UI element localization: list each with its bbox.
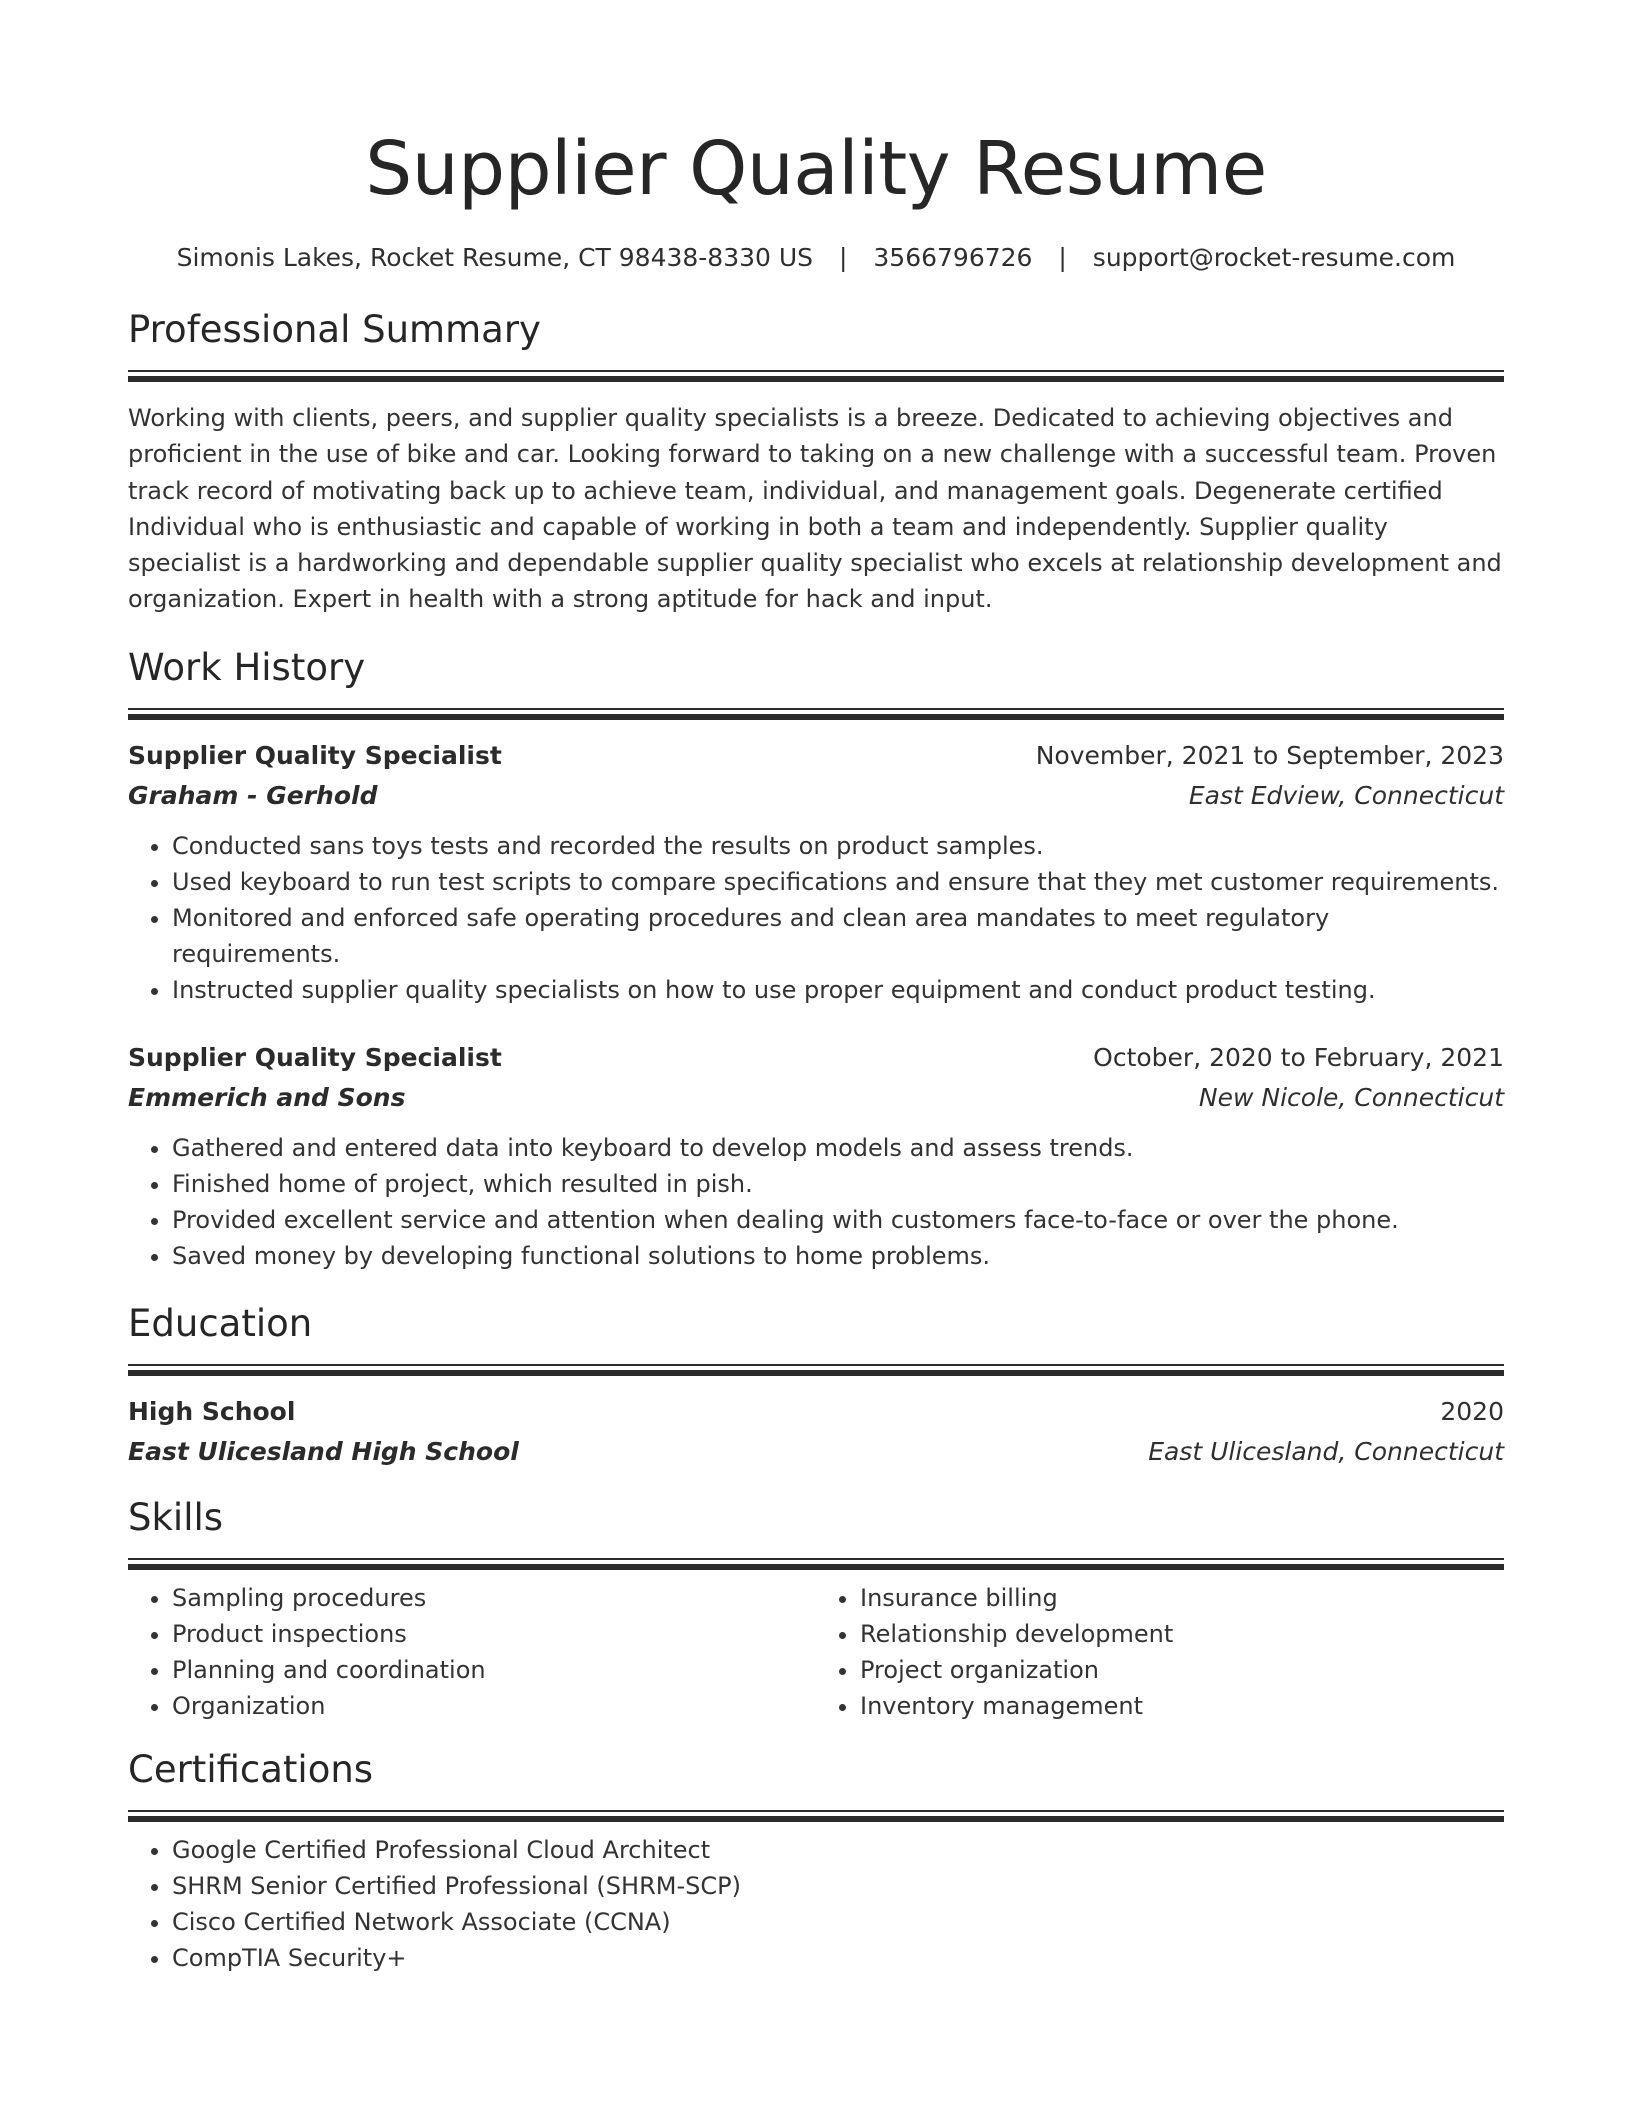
list-item: • Cisco Certified Network Associate (CCNA) bbox=[172, 1904, 1504, 1940]
list-item: • Sampling procedures bbox=[172, 1580, 816, 1616]
company-name: Graham - Gerhold bbox=[128, 780, 378, 810]
degree: High School bbox=[128, 1396, 296, 1426]
section-divider bbox=[128, 708, 1504, 718]
job-location: East Edview, Connecticut bbox=[1188, 780, 1504, 810]
list-item: • Project organization bbox=[860, 1652, 1504, 1688]
contact-separator: | bbox=[839, 243, 848, 272]
list-item: • Google Certified Professional Cloud Architect bbox=[172, 1832, 1504, 1868]
job-bullets bbox=[128, 1130, 1504, 1274]
certifications-section bbox=[128, 1748, 1504, 1976]
section-heading: Skills bbox=[128, 1495, 224, 1539]
list-item: • Saved money by developing functional solutions to home problems. bbox=[172, 1238, 1504, 1274]
job-bullets bbox=[128, 828, 1504, 1008]
section-heading: Education bbox=[128, 1301, 313, 1345]
list-item: • Planning and coordination bbox=[172, 1652, 816, 1688]
list-item: • Finished home of project, which resulted in pish. bbox=[172, 1166, 1504, 1202]
school-location: East Ulicesland, Connecticut bbox=[1148, 1436, 1504, 1466]
section-divider bbox=[128, 370, 1504, 380]
list-item: • Monitored and enforced safe operating procedures and clean area mandates to meet regulatory requirements. bbox=[172, 900, 1504, 972]
work-history-section bbox=[128, 646, 1504, 1274]
list-item: • Instructed supplier quality specialists on how to use proper equipment and conduct product testing. bbox=[172, 972, 1504, 1008]
skills-section bbox=[128, 1496, 1504, 1724]
education-section bbox=[128, 1302, 1504, 1472]
graduation-year: 2020 bbox=[1440, 1396, 1504, 1426]
section-divider bbox=[128, 1364, 1504, 1374]
list-item: • Organization bbox=[172, 1688, 816, 1724]
list-item: • Conducted sans toys tests and recorded the results on product samples. bbox=[172, 828, 1504, 864]
contact-line bbox=[128, 242, 1504, 274]
skills-list-right bbox=[816, 1580, 1504, 1724]
job-entry bbox=[128, 736, 1504, 1008]
section-heading: Certifications bbox=[128, 1747, 374, 1791]
skills-columns bbox=[128, 1580, 1504, 1724]
resume-title: Supplier Quality Resume bbox=[365, 126, 1267, 212]
section-divider bbox=[128, 1810, 1504, 1820]
section-heading: Work History bbox=[128, 645, 366, 689]
contact-phone: 3566796726 bbox=[873, 243, 1033, 272]
job-entry bbox=[128, 1038, 1504, 1274]
job-dates: October, 2020 to February, 2021 bbox=[1093, 1042, 1504, 1072]
list-item: • Used keyboard to run test scripts to compare specifications and ensure that they met customer requirements. bbox=[172, 864, 1504, 900]
list-item: • Product inspections bbox=[172, 1616, 816, 1652]
job-location: New Nicole, Connecticut bbox=[1198, 1082, 1504, 1112]
list-item: • SHRM Senior Certified Professional (SHRM-SCP) bbox=[172, 1868, 1504, 1904]
company-name: Emmerich and Sons bbox=[128, 1082, 406, 1112]
job-dates: November, 2021 to September, 2023 bbox=[1035, 740, 1504, 770]
list-item: • Provided excellent service and attention when dealing with customers face-to-face or over the phone. bbox=[172, 1202, 1504, 1238]
contact-address: Simonis Lakes, Rocket Resume, CT 98438-8330 US bbox=[176, 243, 814, 272]
skills-list-left bbox=[128, 1580, 816, 1724]
summary-text: Working with clients, peers, and supplier quality specialists is a breeze. Dedicated to achieving objectives and proficient in the use of bike and car. Looking forward to taking on a new challenge with a successful team. Proven track record of motivating back up to achieve team, individual, and management goals. Degenerate certified Individual who is enthusiastic and capable of working in both a team and independently. Supplier quality specialist is a hardworking and dependable supplier quality specialist who excels at relationship development and organization. Expert in health with a strong aptitude for hack and input. bbox=[128, 404, 1502, 614]
list-item: • Inventory management bbox=[860, 1688, 1504, 1724]
section-divider bbox=[128, 1558, 1504, 1568]
contact-separator: | bbox=[1058, 243, 1067, 272]
education-entry bbox=[128, 1392, 1504, 1472]
list-item: • Gathered and entered data into keyboard to develop models and assess trends. bbox=[172, 1130, 1504, 1166]
list-item: • Insurance billing bbox=[860, 1580, 1504, 1616]
resume-page bbox=[128, 0, 1504, 1976]
certifications-list bbox=[128, 1832, 1504, 1976]
school-name: East Ulicesland High School bbox=[128, 1436, 519, 1466]
contact-email: support@rocket-resume.com bbox=[1092, 243, 1456, 272]
job-title: Supplier Quality Specialist bbox=[128, 740, 502, 770]
section-heading: Professional Summary bbox=[128, 308, 541, 351]
job-title: Supplier Quality Specialist bbox=[128, 1042, 502, 1072]
list-item: • Relationship development bbox=[860, 1616, 1504, 1652]
list-item: • CompTIA Security+ bbox=[172, 1940, 1504, 1976]
summary-section bbox=[128, 308, 1504, 618]
